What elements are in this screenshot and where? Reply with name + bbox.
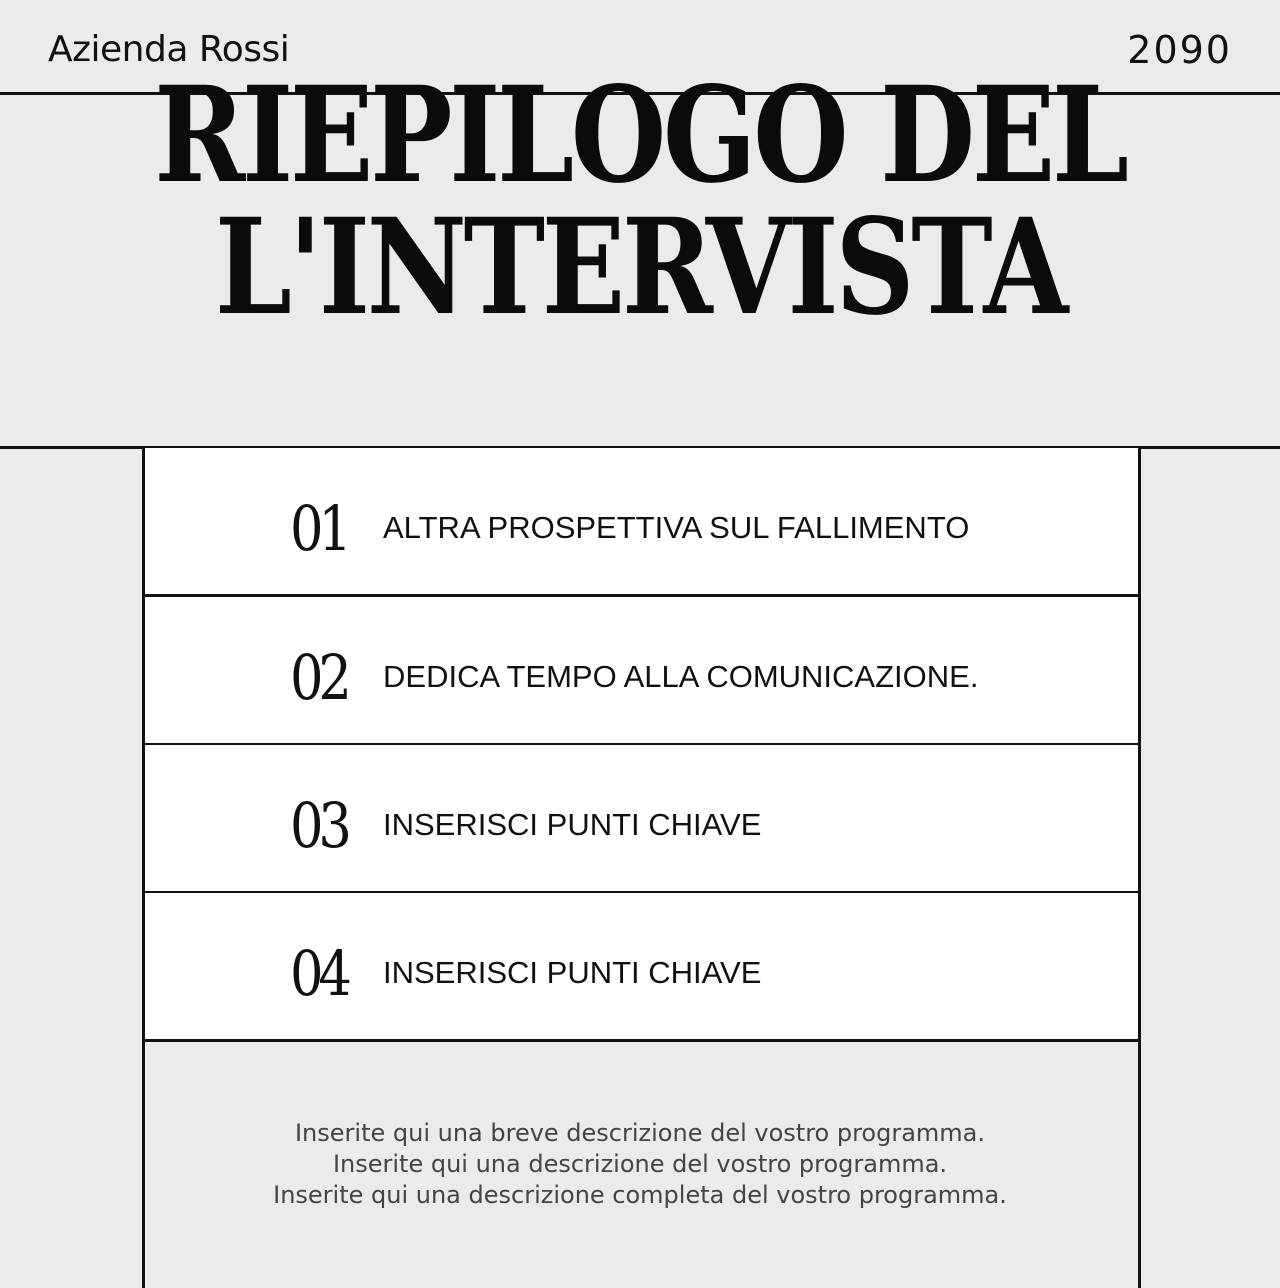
item-number: 04 (290, 937, 347, 1010)
item-text: ALTRA PROSPETTIVA SUL FALLIMENTO (383, 510, 970, 545)
list-item (145, 893, 1138, 1042)
year-label: 2090 (1127, 28, 1232, 72)
company-name: Azienda Rossi (48, 29, 290, 70)
description-line: Inserite qui una descrizione del vostro programma. (332, 1150, 948, 1178)
item-number: 02 (290, 641, 347, 714)
item-text: INSERISCI PUNTI CHIAVE (383, 955, 762, 990)
description-line: Inserite qui una breve descrizione del vostro programma. (294, 1119, 986, 1147)
program-description (142, 1118, 1138, 1211)
list-item (145, 745, 1138, 894)
item-number: 03 (290, 789, 347, 862)
page-title: RIEPILOGO DELL'INTERVISTA (154, 58, 1126, 345)
item-text: DEDICA TEMPO ALLA COMUNICAZIONE. (383, 659, 979, 694)
item-text: INSERISCI PUNTI CHIAVE (383, 807, 762, 842)
description-line: Inserite qui una descrizione completa del vostro programma. (273, 1181, 1007, 1209)
item-number: 01 (290, 492, 347, 565)
list-item (145, 597, 1138, 746)
list-item (145, 448, 1138, 597)
